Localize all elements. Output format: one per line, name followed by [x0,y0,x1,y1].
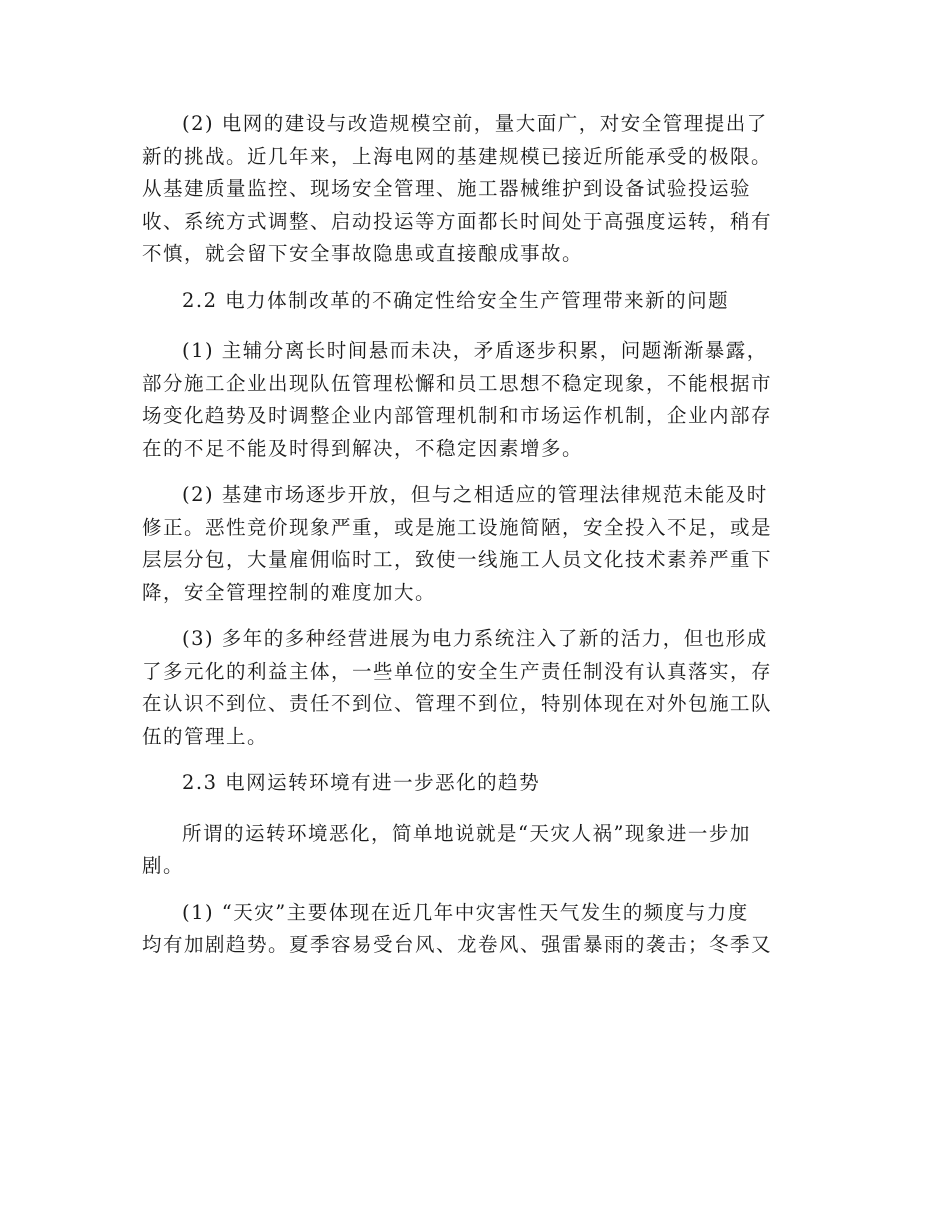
paragraph-natural-disasters [142,897,812,962]
text-line: 层层分包，大量雇佣临时工，致使一线施工人员文化技术素养严重下 [142,548,773,571]
text-line: 场变化趋势及时调整企业内部管理机制和市场运作机制，企业内部存 [142,404,773,427]
text-line: (1) “天灾”主要体现在近几年中灾害性天气发生的频度与力度 [181,900,749,924]
paragraph-market-opening [142,479,812,609]
text-line: 所谓的运转环境恶化，简单地说就是“天灾人祸”现象进一步加 [181,821,751,845]
text-line: (1) 主辅分离长时间悬而未决，矛盾逐步积累，问题渐渐暴露， [181,339,768,362]
paragraph-diversified-operation [142,623,812,753]
text-line: 不慎，就会留下安全事故隐患或直接酿成事故。 [142,242,584,265]
text-line: 新的挑战。近几年来，上海电网的基建规模已接近所能承受的极限。 [142,144,773,168]
text-line: 剧。 [142,854,185,877]
text-line: 了多元化的利益主体，一些单位的安全生产责任制没有认真落实，存 [142,659,773,683]
text-line: 均有加剧趋势。夏季容易受台风、龙卷风、强雷暴雨的袭击；冬季又 [142,933,773,956]
paragraph-main-aux-separation [142,335,812,465]
section-heading-2-3 [142,767,812,800]
text-line: 伍的管理上。 [142,724,269,748]
section-heading-2-2 [142,285,812,318]
text-line: 在认识不到位、责任不到位、管理不到位，特别体现在对外包施工队 [142,692,773,715]
heading-text: 2.2 电力体制改革的不确定性给安全生产管理带来新的问题 [181,288,730,312]
text-line: 从基建质量监控、现场安全管理、施工器械维护到设备试验投运验 [142,177,752,200]
document-page [142,108,812,976]
text-line: (3) 多年的多种经营进展为电力系统注入了新的活力，但也形成 [181,627,768,650]
text-line: 在的不足不能及时得到解决，不稳定因素增多。 [142,436,584,460]
text-line: 降，安全管理控制的难度加大。 [142,580,437,604]
text-line: 修正。恶性竞价现象严重，或是施工设施简陋，安全投入不足，或是 [142,515,773,539]
text-line: (2) 基建市场逐步开放，但与之相适应的管理法律规范未能及时 [181,483,768,506]
paragraph-construction-challenge [142,108,812,271]
text-line: 收、系统方式调整、启动投运等方面都长时间处于高强度运转，稍有 [142,209,773,233]
heading-text: 2.3 电网运转环境有进一步恶化的趋势 [181,771,541,794]
text-line: 部分施工企业出现队伍管理松懈和员工思想不稳定现象，不能根据市 [142,371,773,395]
text-line: (2) 电网的建设与改造规模空前，量大面广，对安全管理提出了 [181,112,768,135]
paragraph-environment-deterioration [142,818,812,883]
